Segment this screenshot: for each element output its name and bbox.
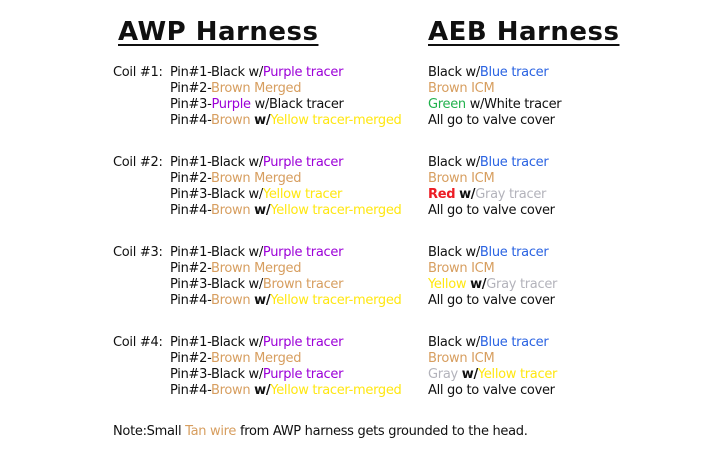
wire-text-segment: w/ xyxy=(254,203,271,218)
awp-pin-line xyxy=(170,113,402,129)
wire-text-segment: Pin#4- xyxy=(170,113,211,128)
coil-label: Coil #4: xyxy=(113,335,163,350)
aeb-wire-line xyxy=(428,155,548,171)
aeb-harness-title: AEB Harness xyxy=(428,17,620,47)
awp-pin-line xyxy=(170,277,343,293)
awp-pin-line xyxy=(170,187,342,203)
wire-text-segment: Pin#4- xyxy=(170,383,211,398)
awp-pin-line xyxy=(170,245,343,261)
wire-text-segment: Purple tracer xyxy=(262,245,344,260)
wire-text-segment: Pin#3-Black w/ xyxy=(170,367,263,382)
awp-pin-line xyxy=(170,367,343,383)
wire-text-segment: All go to valve cover xyxy=(428,113,555,128)
wire-text-segment: Yellow tracer-merged xyxy=(270,113,402,128)
awp-pin-line xyxy=(170,171,301,187)
wire-text-segment: w/ xyxy=(254,293,271,308)
awp-pin-line xyxy=(170,97,344,113)
wire-text-segment: Blue tracer xyxy=(479,245,549,260)
wire-text-segment: Yellow tracer xyxy=(477,367,558,382)
wire-text-segment: Blue tracer xyxy=(479,155,549,170)
wire-text-segment: Brown Merged xyxy=(211,261,302,276)
wire-text-segment: Brown ICM xyxy=(428,171,495,186)
wire-text-segment: Gray tracer xyxy=(475,187,547,202)
aeb-wire-line xyxy=(428,245,548,261)
awp-pin-line xyxy=(170,383,402,399)
awp-harness-title: AWP Harness xyxy=(118,17,319,47)
wire-text-segment: Green xyxy=(428,97,466,112)
aeb-wire-line xyxy=(428,203,555,219)
wire-text-segment: Brown ICM xyxy=(428,261,495,276)
wire-text-segment: Pin#3- xyxy=(170,97,212,112)
awp-pin-line xyxy=(170,155,343,171)
wire-text-segment: Brown xyxy=(211,113,255,128)
wire-text-segment: Purple tracer xyxy=(262,335,344,350)
aeb-wire-line xyxy=(428,65,548,81)
awp-pin-line xyxy=(170,293,402,309)
wire-text-segment: Brown tracer xyxy=(262,277,344,292)
awp-pin-line xyxy=(170,335,343,351)
wire-text-segment: w/Black tracer xyxy=(250,97,344,112)
wire-text-segment: w/White tracer xyxy=(465,97,562,112)
wire-text-segment: Brown Merged xyxy=(211,81,302,96)
coil-label: Coil #2: xyxy=(113,155,163,170)
wire-text-segment: Brown ICM xyxy=(428,81,495,96)
wire-text-segment: Pin#1-Black w/ xyxy=(170,335,263,350)
wire-text-segment: Note:Small xyxy=(113,424,186,439)
awp-pin-line xyxy=(170,351,301,367)
wire-text-segment: Brown Merged xyxy=(211,171,302,186)
wire-text-segment: Blue tracer xyxy=(479,335,549,350)
wire-text-segment: Purple tracer xyxy=(262,155,344,170)
aeb-wire-line xyxy=(428,335,548,351)
wire-text-segment: Pin#3-Black w/ xyxy=(170,277,263,292)
wire-text-segment: w/ xyxy=(461,367,478,382)
wire-text-segment: Pin#1-Black w/ xyxy=(170,245,263,260)
note-line xyxy=(113,424,528,440)
aeb-wire-line xyxy=(428,81,494,97)
wire-text-segment: Tan wire xyxy=(185,424,237,439)
aeb-wire-line xyxy=(428,367,557,383)
wire-text-segment: w/ xyxy=(470,277,487,292)
wire-text-segment: from AWP harness gets grounded to the head. xyxy=(236,424,528,439)
wire-text-segment: Pin#3-Black w/ xyxy=(170,187,263,202)
wire-text-segment: All go to valve cover xyxy=(428,383,555,398)
wire-text-segment: Brown xyxy=(211,203,255,218)
aeb-wire-line xyxy=(428,171,494,187)
wire-text-segment: Purple tracer xyxy=(262,65,344,80)
wire-text-segment: Yellow tracer-merged xyxy=(270,203,402,218)
wire-text-segment: Yellow tracer-merged xyxy=(270,383,402,398)
wire-text-segment: Pin#4- xyxy=(170,293,211,308)
wire-text-segment: Pin#2- xyxy=(170,351,211,366)
wire-text-segment: Yellow tracer xyxy=(262,187,343,202)
awp-pin-line xyxy=(170,203,402,219)
aeb-wire-line xyxy=(428,187,546,203)
wire-text-segment: Black w/ xyxy=(428,335,480,350)
wire-text-segment: w/ xyxy=(254,113,271,128)
aeb-wire-line xyxy=(428,277,557,293)
wire-text-segment: Brown xyxy=(211,293,255,308)
wire-text-segment: Black w/ xyxy=(428,155,480,170)
wire-text-segment: w/ xyxy=(459,187,476,202)
awp-pin-line xyxy=(170,65,343,81)
wire-text-segment: Gray xyxy=(428,367,458,382)
wire-text-segment: w/ xyxy=(254,383,271,398)
wire-text-segment: Pin#1-Black w/ xyxy=(170,65,263,80)
wire-text-segment: Pin#1-Black w/ xyxy=(170,155,263,170)
wire-text-segment: Pin#2- xyxy=(170,81,211,96)
wire-text-segment: Yellow xyxy=(428,277,467,292)
wire-text-segment: All go to valve cover xyxy=(428,293,555,308)
coil-label: Coil #1: xyxy=(113,65,163,80)
wire-text-segment: Brown xyxy=(211,383,255,398)
coil-label: Coil #3: xyxy=(113,245,163,260)
aeb-wire-line xyxy=(428,97,561,113)
wire-text-segment: Red xyxy=(428,187,456,202)
wire-text-segment: Gray tracer xyxy=(486,277,558,292)
wire-text-segment: Purple xyxy=(211,97,251,112)
wire-text-segment: All go to valve cover xyxy=(428,203,555,218)
wire-text-segment: Brown ICM xyxy=(428,351,495,366)
wire-text-segment: Brown Merged xyxy=(211,351,302,366)
aeb-wire-line xyxy=(428,261,494,277)
wire-text-segment: Black w/ xyxy=(428,65,480,80)
wire-text-segment: Yellow tracer-merged xyxy=(270,293,402,308)
aeb-wire-line xyxy=(428,351,494,367)
wire-text-segment: Pin#2- xyxy=(170,171,211,186)
aeb-wire-line xyxy=(428,113,555,129)
wire-text-segment: Blue tracer xyxy=(479,65,549,80)
awp-pin-line xyxy=(170,81,301,97)
awp-pin-line xyxy=(170,261,301,277)
wire-text-segment: Black w/ xyxy=(428,245,480,260)
wire-text-segment: Pin#4- xyxy=(170,203,211,218)
aeb-wire-line xyxy=(428,383,555,399)
wire-text-segment: Pin#2- xyxy=(170,261,211,276)
aeb-wire-line xyxy=(428,293,555,309)
wire-text-segment: Purple tracer xyxy=(262,367,344,382)
